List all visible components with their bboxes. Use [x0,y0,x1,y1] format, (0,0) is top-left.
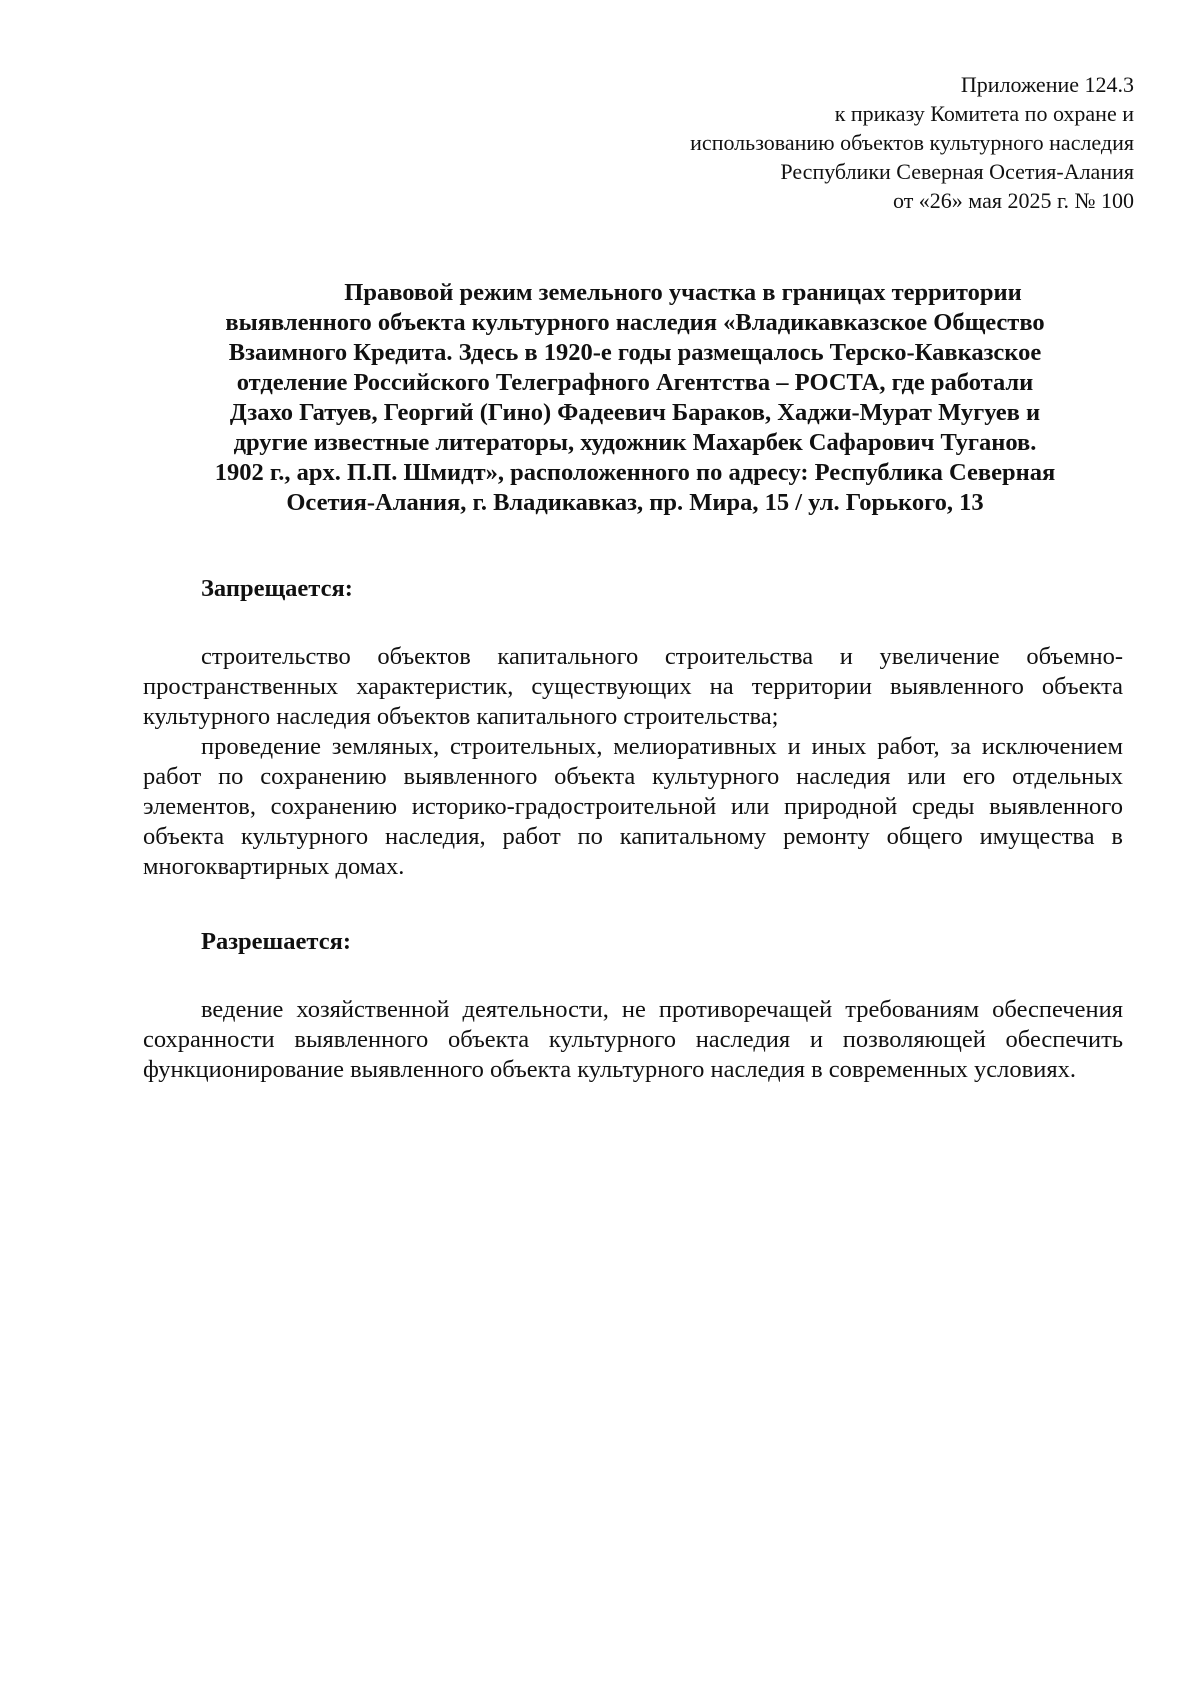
allowed-paragraph: ведение хозяйственной деятельности, не противоречащей требованиям обеспечения сохранности выявленного объекта культурного наследия и позволяющей обеспечить функционирование выявленного объекта культурного наследия в современных условиях. [143,996,1123,1083]
title-line: Дзахо Гатуев, Георгий (Гино) Фадеевич Бараков, Хаджи-Мурат Мугуев и [229,399,1041,426]
prohibited-paragraph: строительство объектов капитального строительства и увеличение объемно-пространственных характеристик, существующих на территории выявленного объекта культурного наследия объектов капитального строительства; [143,643,1123,730]
title-line: другие известные литераторы, художник Махарбек Сафарович Туганов. [233,429,1037,456]
appendix-line: Приложение 124.3 [960,72,1134,97]
title-line: выявленного объекта культурного наследия «Владикавказское Общество [225,309,1045,336]
appendix-line: к приказу Комитета по охране и [834,101,1134,126]
document-title [140,278,1130,518]
prohibited-paragraph: проведение земляных, строительных, мелиоративных и иных работ, за исключением работ по сохранению выявленного объекта культурного наследия или его отдельных элементов, сохранению историко-градостроительной или природной среды выявленного объекта культурного наследия, работ по капитальному ремонту общего имущества в многоквартирных домах. [143,733,1123,880]
prohibited-heading: Запрещается: [201,575,353,602]
allowed-heading: Разрешается: [201,928,351,955]
title-line: Взаимного Кредита. Здесь в 1920-е годы размещалось Терско-Кавказское [228,339,1042,366]
title-line: Осетия-Алания, г. Владикавказ, пр. Мира, 15 / ул. Горького, 13 [286,489,984,516]
title-line: отделение Российского Телеграфного Агентства – РОСТА, где работали [236,369,1034,396]
appendix-line: Республики Северная Осетия-Алания [780,159,1134,184]
title-line: Правовой режим земельного участка в границах территории [344,279,1022,306]
allowed-section [143,995,1123,1085]
appendix-block [690,70,1134,215]
prohibited-section [143,642,1123,882]
title-line: 1902 г., арх. П.П. Шмидт», расположенного по адресу: Республика Северная [214,459,1056,486]
appendix-line: использованию объектов культурного наследия [690,130,1134,155]
appendix-line: от «26» мая 2025 г. № 100 [892,188,1134,213]
